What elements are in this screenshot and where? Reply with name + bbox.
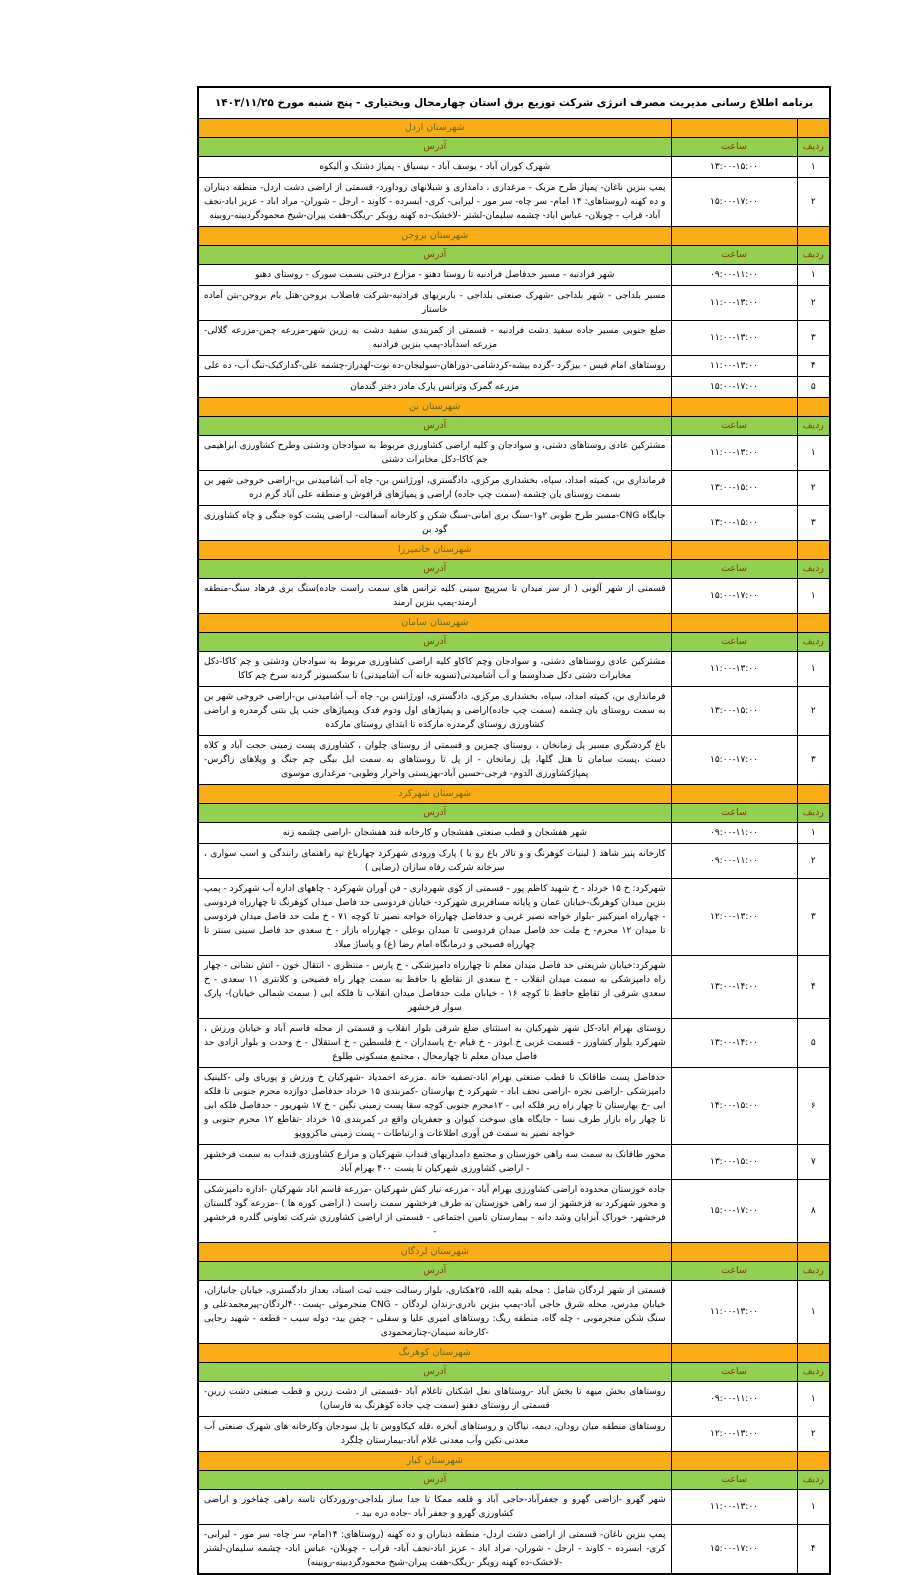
address-cell: محور طاقانک به سمت سه راهی خوزستان و مجتمع دامداریهای قنداب شهرکیان و مزارع کشاورزی قنداب به سمت فرخشهر - اراضی کشاورزی شهرکیان تا پست ۴۰۰ بهرام آباد (198, 1145, 671, 1180)
address-cell: جایگاه CNG-مسیر طرح طوبی ۲و۱-سنگ بری امانی-سنگ شکن و کارخانه آسفالت- اراضی پشت کوه جنگی و چاه کشاورزی گود بن (198, 506, 671, 541)
address-cell: روستاهای منطقه میان رودان، دیمه، نیاگان و روستاهای آبخره ،قله کیکاووس تا پل سودجان وکارخانه های شهرک صنعتی آب معدنی تکین وآب معدنی غلام آباد-بیمارستان چلگرد (198, 1417, 671, 1452)
time-cell (671, 1180, 797, 1243)
time-value: ۱۵:۰۰-۱۷:۰۰ (710, 1206, 758, 1216)
row-number-cell: ۱ (797, 1281, 830, 1344)
row-column-header: ردیف (797, 138, 830, 157)
time-value: ۱۵:۰۰-۱۷:۰۰ (710, 755, 758, 765)
section-title: شهرستان شهرکرد (198, 785, 671, 804)
table-row (198, 1382, 830, 1417)
section-title: شهرستان سامان (198, 614, 671, 633)
time-cell (671, 1417, 797, 1452)
schedule-table (197, 86, 831, 1575)
time-value: ۱۳:۰۰-۱۵:۰۰ (710, 706, 758, 716)
address-cell: پمپ بنزین ناغان- پمپاژ طرح مریک - مرغداری ، دامداری و شیلانهای روداورد- قسمتی از اراضی دشت اردل- منطقه دیناران و ده کهنه (روستاهای: ۱۴ امام- سر چاه- سر مور - لیرابی- کری- ابسرده - کاوند - ارجل - شوران- مراد اباد - عزیز اباد-نجف آباد- قراب - چوبلان- عباس اباد- چشمه سلیمان-لشتر -لاخشک-ده کهنه روبکر -ریگک-هفت پیران-شیخ محمودگردبینه-روبینه (198, 178, 671, 227)
address-cell: شهر گهرو -اراضی گهرو و جعفرآباد-حاجی آباد و قلعه ممکا تا جدا ساز بلداجی-وزوردکان تاسه راهی چفاخور و اراضی کشاورزی گهرو و جعفر آباد -جاده دره بید - (198, 1490, 671, 1525)
section-header-row (198, 227, 830, 246)
time-cell (671, 1068, 797, 1145)
row-number-cell: ۲ (797, 1417, 830, 1452)
time-value: ۱۳:۰۰-۱۴:۰۰ (710, 982, 758, 992)
section-header-row (198, 541, 830, 560)
table-row (198, 844, 830, 879)
time-value: ۱۳:۰۰-۱۴:۰۰ (710, 1038, 758, 1048)
address-column-header: آدرس (198, 560, 671, 579)
table-row (198, 956, 830, 1019)
time-value: ۱۳:۰۰-۱۵:۰۰ (710, 518, 758, 528)
time-column-header: ساعت (671, 560, 797, 579)
address-cell: مشترکین عادی روستاهای دشتی، و سوادجان وچم کاکاو کلیه اراضی کشاورزی مربوط به سوادجان ودشتی و چم کاکا-دکل مخابرات دشتی دکل صداوسما و آب آشامیدنی(تسویه خانه آب آشامیدنی) تا سکسیونر گردنه سرخ چم کاکا (198, 652, 671, 687)
column-header-row (198, 417, 830, 436)
address-column-header: آدرس (198, 1262, 671, 1281)
row-number-cell: ۱ (797, 823, 830, 844)
table-row (198, 471, 830, 506)
section-title: شهرستان اردل (198, 119, 671, 138)
time-value: ۱۱:۰۰-۱۳:۰۰ (710, 1307, 758, 1317)
section-header-row (198, 785, 830, 804)
row-number-cell: ۷ (797, 1145, 830, 1180)
row-column-header: ردیف (797, 560, 830, 579)
time-cell (671, 956, 797, 1019)
address-cell: مزرعه گمرک وترانس پارک مادر دختر گندمان (198, 377, 671, 398)
time-value: ۱۵:۰۰-۱۷:۰۰ (710, 382, 758, 392)
time-column-header: ساعت (671, 138, 797, 157)
address-cell: مشترکین عادی روستاهای دشتی، و سوادجان و کلیه اراضی کشاورزی مربوط به سوادجان ودشتی وطرح کشاورزی ابراهیمی جم کاکا-دکل مخابرات دشتی (198, 436, 671, 471)
section-header-row (198, 119, 830, 138)
table-row (198, 506, 830, 541)
row-column-header: ردیف (797, 1363, 830, 1382)
time-cell (671, 823, 797, 844)
row-number-cell: ۲ (797, 844, 830, 879)
section-title: شهرستان بن (198, 398, 671, 417)
table-row (198, 879, 830, 956)
table-row (198, 178, 830, 227)
section-title: شهرستان کیار (198, 1452, 671, 1471)
table-row (198, 1281, 830, 1344)
address-column-header: آدرس (198, 804, 671, 823)
column-header-row (198, 1471, 830, 1490)
address-cell: مسیر بلداجی - شهر بلداجی -شهرک صنعتی بلداجی - باربریهای فرادنبه-شرکت فاضلاب بروجن-هتل بام بروجن-بتن آماده خاستار (198, 286, 671, 321)
time-value: ۰۹:۰۰-۱۱:۰۰ (710, 1394, 758, 1404)
time-value: ۱۲:۰۰-۱۳:۰۰ (710, 912, 758, 922)
address-column-header: آدرس (198, 633, 671, 652)
row-column-header: ردیف (797, 246, 830, 265)
address-cell: روستاهای بخش میهه تا بخش آباد -روستاهای نعل اشکنان تاغلام آباد -قسمتی از دشت زرین و قطب صنعتی دشت زرین-قسمتی از روستای دهنو (سمت چپ جاده کوهرنگ به فارسان) (198, 1382, 671, 1417)
time-column-header: ساعت (671, 417, 797, 436)
address-cell: فرمانداری بن، کمیته امداد، سپاه، بخشداری مرکزی، دادگستری، اورژانس بن- چاه آب آشامیدنی بن-اراضی خروجی شهر بن بسمت روستای یان چشمه (سمت چپ جاده) اراضی و پمپاژهای قرافوش و منطقه علی آباد گرم دره (198, 471, 671, 506)
section-header-spacer-row-col (797, 1344, 830, 1363)
time-value: ۱۵:۰۰-۱۷:۰۰ (710, 591, 758, 601)
row-column-header: ردیف (797, 1262, 830, 1281)
row-number-cell: ۸ (797, 1180, 830, 1243)
section-header-spacer-time-col (671, 1243, 797, 1262)
row-number-cell: ۱ (797, 157, 830, 178)
section-header-spacer-time-col (671, 614, 797, 633)
row-number-cell: ۲ (797, 178, 830, 227)
address-cell: شهرکرد: خ ۱۵ خرداد - خ شهید کاظم پور - قسمتی از کوی شهرداری - فن آوران شهرکرد - چاههای اداره آب شهرکرد - پمپ بنزین میدان کوهرنگ-خیابان عمان و پایانه مسافربری شهرکرد- خیابان فردوسی حد فاصل میدان کوهرنگ تا چهارراه فردوسی - چهارراه امیرکبیر -بلوار خواجه نصیر غربی و حدفاصل چهارراه خواجه نصیر تا کوچه ۷۱ - خ ملت حد فاصل میدان فردوسی تا میدان ۱۲ محرم- خ ملت حد فاصل میدان فردوسی تا میدان بوعلی - چهارراه بازار - خ سعدی حد فاصل سینی سنتر تا چهارراه فصیحی و درمانگاه امام رضا (ع) و پاساژ میلاد (198, 879, 671, 956)
time-cell (671, 1145, 797, 1180)
time-value: ۱۱:۰۰-۱۳:۰۰ (710, 361, 758, 371)
address-cell: قسمتی از شهر آلونی ( از سر میدان تا سرپیچ سینی کلیه ترانس های سمت راست جاده)سنگ بری فرهاد سنگ-منطقه ارمند-پمپ بنزین ارمند (198, 579, 671, 614)
address-cell: باغ گردشگری مسیر پل زمانخان ، روستای چمزین و قسمتی از روستای چلوان ، کشاورزی پست زمینی حجت آباد و کلاه دست ،پست سامان تا هتل گلها، پل زمانخان - از پل تا روستاهای به سمت ایل بیگی چم جنگ و ویلاهای زاگرس-پمپاژکشاورزی الدوم- فرجی-حسین آباد-بهزیستی واحرار وطوبی- مرغداری موسوی (198, 736, 671, 785)
row-number-cell: ۲ (797, 286, 830, 321)
time-value: ۱۳:۰۰-۱۵:۰۰ (710, 483, 758, 493)
address-column-header: آدرس (198, 138, 671, 157)
time-value: ۱۱:۰۰-۱۳:۰۰ (710, 448, 758, 458)
time-value: ۱۴:۰۰-۱۵:۰۰ (710, 1101, 758, 1111)
row-number-cell: ۳ (797, 736, 830, 785)
table-row (198, 436, 830, 471)
section-header-row (198, 614, 830, 633)
outage-schedule-document (197, 86, 831, 1575)
address-column-header: آدرس (198, 246, 671, 265)
table-row (198, 265, 830, 286)
time-cell (671, 1525, 797, 1575)
address-cell: فرمانداری بن، کمیته امداد، سپاه، بخشداری مرکزی، دادگستری، اورژانس بن- چاه آب آشامیدنی بن-اراضی خروجی شهر بن به سمت روستای یان چشمه (سمت چپ جاده)اراضی و پمپاژهای اول ودوم فدک وپمپاژهای جنب پل بتنی گرمدره و اراضی کشاورزی روستای گرمدره مارکده تا ابتدای روستای مارکده (198, 687, 671, 736)
row-column-header: ردیف (797, 417, 830, 436)
time-column-header: ساعت (671, 1262, 797, 1281)
time-value: ۱۵:۰۰-۱۷:۰۰ (710, 1544, 758, 1554)
table-row (198, 286, 830, 321)
address-column-header: آدرس (198, 417, 671, 436)
time-value: ۱۱:۰۰-۱۳:۰۰ (710, 664, 758, 674)
time-cell (671, 879, 797, 956)
column-header-row (198, 633, 830, 652)
column-header-row (198, 246, 830, 265)
table-row (198, 1019, 830, 1068)
section-header-spacer-row-col (797, 541, 830, 560)
row-number-cell: ۵ (797, 377, 830, 398)
row-column-header: ردیف (797, 633, 830, 652)
title-row (198, 87, 830, 119)
time-cell (671, 265, 797, 286)
time-value: ۱۱:۰۰-۱۳:۰۰ (710, 1502, 758, 1512)
table-row (198, 652, 830, 687)
table-row (198, 157, 830, 178)
row-number-cell: ۲ (797, 687, 830, 736)
time-cell (671, 652, 797, 687)
section-header-spacer-row-col (797, 614, 830, 633)
time-value: ۰۹:۰۰-۱۱:۰۰ (710, 856, 758, 866)
address-cell: شهرک کوران آباد - یوسف آباد - نیسیاق - پمپاژ دشتک و آلیکوه (198, 157, 671, 178)
address-cell: جاده خوزستان محدوده اراضی کشاورزی بهرام آباد - مزرعه نیاز کش شهرکیان -مزرعه قاسم اباد شهرکیان -اداره دامپزشکی و محور شهرکرد به فرخشهر از سه راهی خوزستان به طرف فرخشهر سمت راست ( اراضی کوره ها ) -مزرعه گود گلستان فرخشهر- خوراک آبزایان وشد دانه - بیمارستان تامین اجتماعی - قسمتی از اراضی کشاورزی شرکت تعاونی گلدره فرخشهر - (198, 1180, 671, 1243)
time-cell (671, 1019, 797, 1068)
section-header-spacer-row-col (797, 1452, 830, 1471)
section-header-spacer-time-col (671, 119, 797, 138)
table-row (198, 321, 830, 356)
section-header-spacer-time-col (671, 1344, 797, 1363)
time-column-header: ساعت (671, 246, 797, 265)
table-row (198, 1490, 830, 1525)
section-header-spacer-time-col (671, 398, 797, 417)
table-row (198, 823, 830, 844)
section-title: شهرستان کوهرنگ (198, 1344, 671, 1363)
section-header-spacer-time-col (671, 1452, 797, 1471)
row-number-cell: ۱ (797, 1490, 830, 1525)
section-header-spacer-row-col (797, 1243, 830, 1262)
row-number-cell: ۳ (797, 879, 830, 956)
time-value: ۱۱:۰۰-۱۳:۰۰ (710, 333, 758, 343)
section-header-row (198, 1243, 830, 1262)
time-cell (671, 736, 797, 785)
section-header-row (198, 1344, 830, 1363)
row-number-cell: ۳ (797, 506, 830, 541)
time-cell (671, 286, 797, 321)
address-cell: شهرکرد:خیابان شریعتی حد فاصل میدان معلم تا چهارراه دامپزشکی - خ پارس - منتظری - انتقال خون - اتش نشانی - چهار راه دامپزشکی به سمت میدان انقلاب - خ سعدی از تقاطع با حافظ به سمت چهار راه فصیحی و کلانتری ۱۱ سعدی - خ سعدی شرقی از تقاطع حافظ تا کوچه ۱۶ - خیابان ملت حدفاصل میدان انقلاب تا فلکه ابی ( سمت شمالی خیابان)- پارک سوار فرخشهر (198, 956, 671, 1019)
section-header-row (198, 398, 830, 417)
table-row (198, 1068, 830, 1145)
document-title: برنامه اطلاع رسانی مدیریت مصرف انرژی شرکت توزیع برق استان چهارمحال وبختیاری - پنج شنبه مورخ ۱۴۰۳/۱۱/۲۵ (198, 87, 830, 119)
table-row (198, 356, 830, 377)
address-cell: روستاهای امام قیس - بیزگرد -گرده بیشه-کردشامی-دوراهان-سولیجان-ده نوت-لهدراز-چشمه علی-گدارکبک-تنگ آب- ده علی (198, 356, 671, 377)
section-header-spacer-row-col (797, 119, 830, 138)
time-value: ۱۱:۰۰-۱۳:۰۰ (710, 298, 758, 308)
time-cell (671, 356, 797, 377)
table-row (198, 377, 830, 398)
time-cell (671, 1281, 797, 1344)
time-cell (671, 844, 797, 879)
section-header-spacer-time-col (671, 541, 797, 560)
row-number-cell: ۴ (797, 1525, 830, 1575)
time-cell (671, 157, 797, 178)
time-cell (671, 687, 797, 736)
time-value: ۱۳:۰۰-۱۵:۰۰ (710, 162, 758, 172)
section-title: شهرستان بروجن (198, 227, 671, 246)
time-cell (671, 1382, 797, 1417)
row-number-cell: ۲ (797, 471, 830, 506)
address-cell: قسمتی از شهر لردگان شامل : محله بقیه الله، ۲۵هکتاری، بلوار رسالت جنب ثبت اسناد، بعداز دادگستری، خیابان جانبازان، خیابان مدرس، محله شرق حاجی آباد-پمپ بنزین نادری-زندان لردگان - CNG منجرموئی -پست۴۰۰لردگان-پیرمحمدعلی و سنگ شکن منجرموبی - چله گاه، منطقه ریگ: روستاهای امیری علیا و سفلی - چمن بید- دوله سیب - قطعه - شهید رجایی -کارخانه سیمان-چنارمحمودی (198, 1281, 671, 1344)
time-value: ۱۳:۰۰-۱۵:۰۰ (710, 1157, 758, 1167)
column-header-row (198, 804, 830, 823)
time-value: ۰۹:۰۰-۱۱:۰۰ (710, 828, 758, 838)
column-header-row (198, 138, 830, 157)
time-cell (671, 506, 797, 541)
table-row (198, 1180, 830, 1243)
time-value: ۱۵:۰۰-۱۷:۰۰ (710, 197, 758, 207)
table-row (198, 1525, 830, 1575)
section-header-spacer-time-col (671, 227, 797, 246)
table-row (198, 736, 830, 785)
section-header-spacer-time-col (671, 785, 797, 804)
time-value: ۱۲:۰۰-۱۳:۰۰ (710, 1429, 758, 1439)
table-row (198, 1145, 830, 1180)
row-number-cell: ۱ (797, 265, 830, 286)
address-cell: کارخانه پنیر شاهد ( لبنیات کوهرنگ و و تالار باغ رو یا ) پارک ورودی شهرکرد چهارباغ تپه راهنمای رانندگی و اسب سواری ، سرخانه شرکت رفاه سازان (رضایی ) (198, 844, 671, 879)
address-column-header: آدرس (198, 1471, 671, 1490)
row-number-cell: ۱ (797, 436, 830, 471)
address-cell: پمپ بنزین ناغان- قسمتی از اراضی دشت اردل- منطقه دیناران و ده کهنه (روستاهای: ۱۴امام- سر چاه- سر مور - لیرابی- کری- ابسرده - کاوند - ارجل - شوران- مراد اباد - عزیز اباد-نجف آباد- قراب - چوبلان- عباس اباد- چشمه سلیمان-لشتر -لاخشک-ده کهنه رویگر -ریگک-هفت پیران-شیخ محمودگردبینه-روبینه) (198, 1525, 671, 1575)
time-cell (671, 471, 797, 506)
row-number-cell: ۱ (797, 1382, 830, 1417)
section-title: شهرستان لردگان (198, 1243, 671, 1262)
row-number-cell: ۴ (797, 956, 830, 1019)
row-number-cell: ۳ (797, 321, 830, 356)
section-header-spacer-row-col (797, 785, 830, 804)
row-number-cell: ۴ (797, 356, 830, 377)
row-column-header: ردیف (797, 1471, 830, 1490)
time-cell (671, 178, 797, 227)
table-row (198, 687, 830, 736)
section-title: شهرستان خانمیرزا (198, 541, 671, 560)
address-cell: حدفاصل پست طاقانک تا قطب صنعتی بهرام اباد-تصفیه خانه .مزرعه احمدیاد -شهرکیان خ ورزش و پوریای ولی -کلینیک دامپزشکی -اراضی نجره -اراضی نجف اباد - شهرکرد خ بهارستان -کمربندی ۱۵ خرداد حدفاصل دوازده محرم جنوبی تا فلکه ابی -خ بهارستان تا چهار راه زیر فلکه ابی - ۱۲محرم جنوبی کوچه سقا پست زمینی نگین - خ ۱۷ شهریور - حدفاصل فلکه ابی تا چهار راه بازار طرف نسا - جایگاه های سوخت کیوان و جعفریان واقع در کمربندی ۱۵ خرداد -تقاطع ۱۲ محرم جنوبی و خواجه نصیر به سمت فن آوری اطلاعات و ارتباطات - پست زمینی ماکروویو (198, 1068, 671, 1145)
time-cell (671, 321, 797, 356)
time-column-header: ساعت (671, 1363, 797, 1382)
row-number-cell: ۶ (797, 1068, 830, 1145)
time-cell (671, 579, 797, 614)
time-cell (671, 377, 797, 398)
row-column-header: ردیف (797, 804, 830, 823)
section-header-spacer-row-col (797, 227, 830, 246)
time-column-header: ساعت (671, 1471, 797, 1490)
table-row (198, 579, 830, 614)
table-row (198, 1417, 830, 1452)
time-column-header: ساعت (671, 804, 797, 823)
row-number-cell: ۵ (797, 1019, 830, 1068)
column-header-row (198, 1262, 830, 1281)
row-number-cell: ۱ (797, 579, 830, 614)
address-cell: ضلع جنوبی مسیر جاده سفید دشت فرادنبه - قسمتی از کمربندی سفید دشت به زرین شهر-مزرعه چمن-مزرعه گلالی-مزرعه اسدآباد-پمپ بنزین فرادنبه (198, 321, 671, 356)
section-header-row (198, 1452, 830, 1471)
time-value: ۰۹:۰۰-۱۱:۰۰ (710, 270, 758, 280)
address-cell: شهر هفشجان و قطب صنعتی هفشجان و کارخانه قند هفشجان -اراضی چشمه زنه (198, 823, 671, 844)
column-header-row (198, 560, 830, 579)
time-cell (671, 436, 797, 471)
address-cell: روستای بهرام اباد-کل شهر شهرکیان به استثنای ضلع شرقی بلوار انقلاب و قسمتی از محله قاسم آباد و خیابان ورزش ، شهرکرد بلوار کشاورز - قسمت غربی خ ابوذر - خ قیام -خ پاسداران - خ فلسطین - خ استقلال - خ وحدت و بلوار ازادی حد فاصل میدان معلم تا چهارمحال ، مجتمع مسکونی طلوع (198, 1019, 671, 1068)
column-header-row (198, 1363, 830, 1382)
section-header-spacer-row-col (797, 398, 830, 417)
address-cell: شهر فرادنبه - مسیر حدفاصل فرادنبه تا روستا دهنو - مزارع درختی بسمت سورک - روستای دهنو (198, 265, 671, 286)
address-column-header: آدرس (198, 1363, 671, 1382)
time-column-header: ساعت (671, 633, 797, 652)
time-cell (671, 1490, 797, 1525)
row-number-cell: ۱ (797, 652, 830, 687)
